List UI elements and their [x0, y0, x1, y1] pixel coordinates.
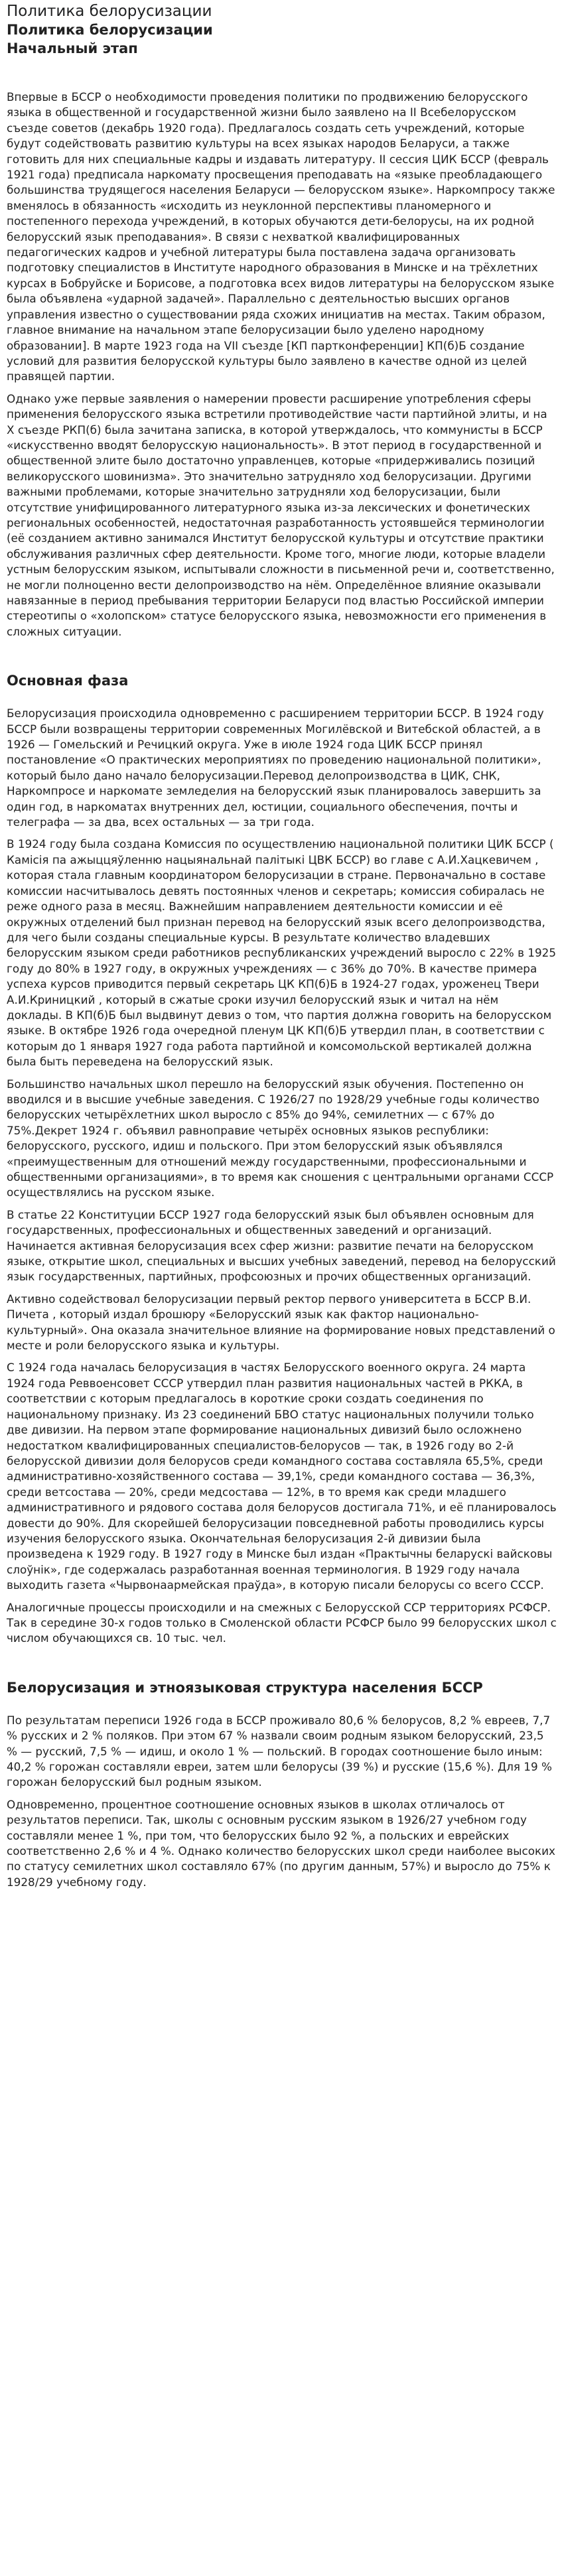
section-ethnolinguistic-structure [7, 1678, 557, 1890]
section-title: Белорусизация и этноязыковая структура населения БССР [7, 1679, 483, 1696]
spacer [7, 646, 557, 671]
section-title: Основная фаза [7, 673, 129, 689]
section-title: Начальный этап [7, 40, 138, 56]
spacer [7, 690, 557, 706]
paragraph: Аналогичные процессы происходили и на смежных с Белорусской ССР территориях РСФСР. Так в середине 30-х годов только в Смоленской области РСФСР было 99 белорусских школ с числом обучающихся св. 10 тыс. чел. [7, 1600, 557, 1645]
spacer [7, 1653, 557, 1678]
spacer [7, 1697, 557, 1713]
paragraph: Впервые в БССР о необходимости проведения политики по продвижению белорусского языка в общественной и государственной жизни было заявлено на II Всебелорусском съезде советов (декабрь 1920 года). Предлагалось создать сеть учреждений, которые будут содействовать развитию культуры на всех языках народов Беларуси, а также готовить для них специальные кадры и издавать литературу. II сессия ЦИК БССР (февраль 1921 года) предписала наркомату просвещения преподавать на «языке преобладающего большинства трудящегося населения Беларуси — белорусском языке». Наркомпросу также вменялось в обязанность «исходить из неуклонной перспективы планомерного и постепенного перехода учреждений, в которых обучаются дети-белорусы, на их родной белорусский язык преподавания». В связи с нехваткой квалифицированных педагогических кадров и учебной литературы была поставлена задача организовать подготовку специалистов в Институте народного образования в Минске и на трёхлетних курсах в Бобруйске и Борисове, а подготовка всех видов литературы на белорусском языке была объявлена «ударной задачей». Параллельно с деятельностью высших органов управления известно о существовании ряда схожих инициатив на местах. Таким образом, главное внимание на начальном этапе белорусизации было уделено народному образовании]. В марте 1923 года на VII съезде [КП партконференции] КП(б)Б создание условий для развития белорусской культуры было заявлено в качестве одной из целей правящей партии. [7, 90, 555, 383]
article-title: Политика белорусизации [7, 22, 213, 38]
section-initial-stage [7, 39, 557, 640]
paragraph: С 1924 года началась белорусизация в частях Белорусского военного округа. 24 марта 1924 года Реввоенсовет СССР утвердил план развития национальных частей в РККА, в соответствии с которым предлагалось в короткие сроки создать соединения по национальному признаку. Из 23 соединений БВО статус национальных получили только две дивизии. На первом этапе формирование национальных дивизий было осложнено недостатком квалифицированных специалистов-белорусов — так, в 1926 году во 2-й белорусской дивизии доля белорусов среди командного состава составляла 65,5%, среди административно-хозяйственного состава — 39,1%, среди командного состава — 36,3%, среди ветсостава — 20%, среди медсостава — 12%, в то время как среди младшего административного и рядового состава доля белорусов достигала 71%, и её планировалось довести до 90%. Для скорейшей белорусизации повседневной работы проводились курсы изучения белорусского языка. Окончательная белорусизация 2-й дивизии была произведена к 1929 году. В 1927 году в Минске был издан «Практычны беларускі вайсковы слоўнік», где содержалась разработанная военная терминология. В 1929 году начала выходить газета «Чырвонаармейская праўда», в которую писали белорусы со всего СССР. [7, 1361, 557, 1592]
paragraph: Однако уже первые заявления о намерении провести расширение употребления сферы применения белорусского языка встретили противодействие части партийной элиты, и на X съезде РКП(б) была зачитана записка, в которой утверждалось, что коммунисты в БССР «искусственно вводят белорусскую национальность». В этот период в государственной и общественной элите было достаточно управленцев, которые «придерживались позиций великорусского шовинизма». Это значительно затрудняло ход белорусизации. Другими важными проблемами, которые значительно затрудняли ход белорусизации, были отсутствие унифицированного литературного языка из-за лексических и фонетических региональных особенностей, недостаточная разработанность устоявшейся терминологии (её созданием активно занимался Институт белорусской культуры и отсутствие практики обслуживания различных сфер деятельности. Кроме того, многие люди, которые владели устным белорусским языком, испытывали сложности в письменной речи и, соответственно, не могли полноценно вести делопроизводство на нём. Определённое влияние оказывали навязанные в период пребывания территории Беларуси под властью Российской империи стереотипы о «холопском» статусе белорусского языка, невозможности его применения в сложных ситуации. [7, 391, 555, 638]
paragraph: Активно содействовал белорусизации первый ректор первого университета в БССР В.И. Пичета , который издал брошюру «Белорусский язык как фактор национально-культурный». Она оказала значительное влияние на формирование новых представлений о месте и роли белорусского языка и культуры. [7, 1292, 555, 1353]
paragraph: Одновременно, процентное соотношение основных языков в школах отличалось от результатов переписи. Так, школы с основным русским языком в 1926/27 учебном году составляли менее 1 %, при том, что белорусских было 92 %, а польских и еврейских соответственно 2,6 % и 4 %. Однако количество белорусских школ среди наиболее высоких по статусу семилетних школ составляло 67% (по другим данным, 57%) и выросло до 75% к 1928/29 учебному году. [7, 1797, 555, 1889]
spacer [7, 58, 557, 90]
paragraph: Большинство начальных школ перешло на белорусский язык обучения. Постепенно он вводился и в высшие учебные заведения. С 1926/27 по 1928/29 учебные годы количество белорусских четырёхлетних школ выросло с 85% до 94%, семилетних — с 67% до 75%.Декрет 1924 г. объявил равноправие четырёх основных языков республики: белорусского, русского, идиш и польского. При этом белорусский язык объявлялся «преимущественным для отношений между государственными, профессиональными и общественными организациями», в то время как сношения с центральными органами СССР осуществлялись на русском языке. [7, 1077, 554, 1199]
paragraph: Белорусизация происходила одновременно с расширением территории БССР. В 1924 году БССР были возвращены территории современных Могилёвской и Витебской областей, а в 1926 — Гомельский и Речицкий округа. Уже в июле 1924 года ЦИК БССР принял постановление «О практических мероприятиях по проведению национальной политики», который было дано начало белорусизации.Перевод делопроизводства в ЦИК, СНК, Наркомпросе и наркомате земледелия на белорусский язык планировалось завершить за один год, в наркоматах внутренних дел, юстиции, социального обеспечения, почты и телеграфа — за два, всех остальных — за три года. [7, 707, 544, 829]
paragraph: В статье 22 Конституции БССР 1927 года белорусский язык был объявлен основным для государственных, профессиональных и общественных заведений и организаций. Начинается активная белорусизация всех сфер жизни: развитие печати на белорусском языке, открытие школ, специальных и высших учебных заведений, перевод на белорусский язык государственных, партийных, профсоюзных и прочих общественных организаций. [7, 1207, 556, 1284]
section-main-phase [7, 671, 557, 1647]
paragraph: По результатам переписи 1926 года в БССР проживало 80,6 % белорусов, 8,2 % евреев, 7,7 % русских и 2 % поляков. При этом 67 % назвали своим родным языком белорусский, 23,5 % — русский, 7,5 % — идиш, и около 1 % — польский. В городах соотношение было иным: 40,2 % горожан составляли евреи, затем шли белорусы (39 %) и русские (15,6 %). Для 19 % горожан белорусский был родным языком. [7, 1713, 552, 1789]
document-title: Политика белорусизации [7, 3, 212, 20]
paragraph: В 1924 году была создана Комиссия по осуществлению национальной политики ЦИК БССР ( Камісія па ажыццяўленню нацыянальнай палітыкі ЦВК БССР) во главе с А.И.Хацкевичем , которая стала главным координатором белорусизации в стране. Первоначально в составе комиссии насчитывалось девять постоянных членов и секретарь; комиссия собиралась не реже одного раза в месяц. Важнейшим направлением деятельности комиссии и её окружных отделений был признан перевод на белорусский язык всего делопроизводства, для чего были созданы специальные курсы. В результате количество владевших белорусским языком среди работников республиканских учреждений выросло с 22% в 1925 году до 80% в 1927 году, в окружных учреждениях — с 36% до 70%. В качестве примера успеха курсов приводится первый секретарь ЦК КП(б)Б в 1924-27 годах, уроженец Твери А.И.Криницкий , который в сжатые сроки изучил белорусский язык и читал на нём доклады. В КП(б)Б был выдвинут девиз о том, что партия должна говорить на белорусском языке. В октябре 1926 года очередной пленум ЦК КП(б)Б утвердил план, в соответствии с которым до 1 января 1927 года работа партийной и комсомольской вертикалей должна была быть переведена на белорусский язык. [7, 837, 557, 1069]
